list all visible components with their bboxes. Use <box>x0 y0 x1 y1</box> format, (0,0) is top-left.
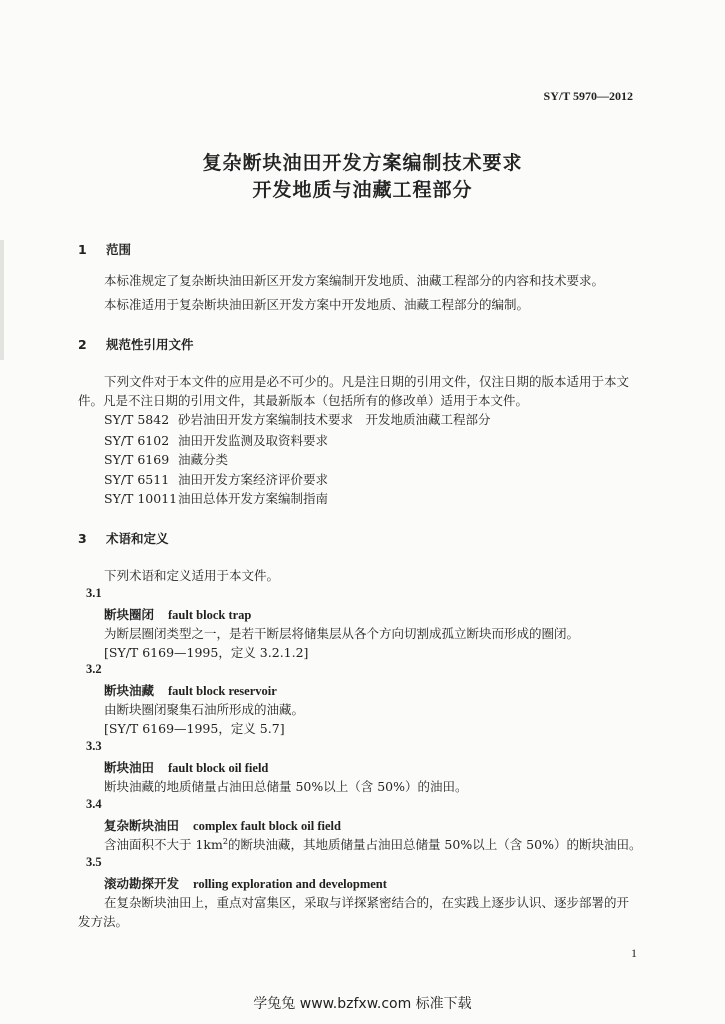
term-zh: 滚动勘探开发 <box>104 876 180 891</box>
clause-number: 3.4 <box>86 797 102 811</box>
reference-title: 油藏分类 <box>178 452 229 467</box>
standard-number: SY/T 5970—2012 <box>543 89 633 103</box>
reference-title: 油田总体开发方案编制指南 <box>178 491 329 506</box>
paragraph: 本标准规定了复杂断块油田新区开发方案编制开发地质、油藏工程部分的内容和技术要求。 <box>104 273 605 288</box>
reference-code: SY/T 5842 <box>104 412 170 427</box>
reference-title: 砂岩油田开发方案编制技术要求 开发地质油藏工程部分 <box>178 412 491 427</box>
clause-number: 3.1 <box>86 586 102 600</box>
reference-item <box>104 410 491 428</box>
term-zh: 断块油藏 <box>104 683 155 698</box>
reference-item <box>104 450 228 468</box>
clause-number: 3.3 <box>86 739 102 753</box>
clause-number: 3.5 <box>86 855 102 869</box>
paragraph: 本标准适用于复杂断块油田新区开发方案中开发地质、油藏工程部分的编制。 <box>104 297 530 312</box>
reference-item <box>104 470 328 488</box>
term-heading <box>104 758 268 776</box>
term-definition-continuation: 发方法。 <box>78 914 129 929</box>
reference-code: SY/T 10011 <box>104 491 178 506</box>
term-en: fault block reservoir <box>168 684 277 698</box>
term-zh: 复杂断块油田 <box>104 818 180 833</box>
section-title: 规范性引用文件 <box>106 337 194 352</box>
term-source: [SY/T 6169—1995，定义 5.7] <box>104 721 285 736</box>
paragraph: 下列术语和定义适用于本文件。 <box>104 568 280 583</box>
reference-code: SY/T 6169 <box>104 452 170 467</box>
reference-code: SY/T 6102 <box>104 433 170 448</box>
title-line1: 复杂断块油田开发方案编制技术要求 <box>202 152 523 174</box>
clause-number: 3.2 <box>86 662 102 676</box>
section-3-heading <box>78 529 169 547</box>
reference-item <box>104 489 328 507</box>
section-2-heading <box>78 335 194 353</box>
superscript: 2 <box>222 836 228 846</box>
term-heading <box>104 874 387 892</box>
term-source: [SY/T 6169—1995，定义 3.2.1.2] <box>104 645 309 660</box>
term-en: complex fault block oil field <box>193 819 341 833</box>
term-zh: 断块圈闭 <box>104 607 155 622</box>
term-zh: 断块油田 <box>104 760 155 775</box>
paragraph: 下列文件对于本文件的应用是必不可少的。凡是注日期的引用文件，仅注日期的版本适用于本文 <box>104 374 630 389</box>
definition-text: 含油面积不大于 1km <box>104 837 223 852</box>
term-definition: 在复杂断块油田上，重点对富集区，采取与详探紧密结合的，在实践上逐步认识、逐步部署的开 <box>104 895 630 910</box>
term-heading <box>104 605 251 623</box>
term-en: fault block oil field <box>168 761 269 775</box>
term-heading <box>104 816 341 834</box>
reference-title: 油田开发方案经济评价要求 <box>178 472 329 487</box>
section-number: 1 <box>78 242 87 257</box>
reference-title: 油田开发监测及取资料要求 <box>178 433 329 448</box>
section-number: 2 <box>78 337 87 352</box>
section-number: 3 <box>78 531 87 546</box>
page-number: 1 <box>631 946 637 960</box>
reference-item <box>104 431 328 449</box>
term-heading <box>104 681 277 699</box>
section-title: 术语和定义 <box>106 531 169 546</box>
term-en: rolling exploration and development <box>193 877 387 891</box>
watermark-footer: 学兔兔 www.bzfxw.com 标准下载 <box>253 996 472 1012</box>
term-en: fault block trap <box>168 608 252 622</box>
section-1-heading <box>78 240 131 258</box>
title-line2: 开发地质与油藏工程部分 <box>252 179 473 201</box>
term-definition: 为断层圈闭类型之一，是若干断层将储集层从各个方向切割成孤立断块而形成的圈闭。 <box>104 626 580 641</box>
reference-code: SY/T 6511 <box>104 472 170 487</box>
term-definition: 断块油藏的地质储量占油田总储量 50%以上（含 50%）的油田。 <box>104 779 468 794</box>
definition-text: 的断块油藏，其地质储量占油田总储量 50%以上（含 50%）的断块油田。 <box>227 837 642 852</box>
term-definition: 由断块圈闭聚集石油所形成的油藏。 <box>104 702 305 717</box>
term-definition <box>104 835 641 853</box>
section-title: 范围 <box>106 242 132 257</box>
scan-edge-mark <box>0 240 4 360</box>
paragraph-continuation: 件。凡是不注日期的引用文件，其最新版本（包括所有的修改单）适用于本文件。 <box>78 393 529 408</box>
